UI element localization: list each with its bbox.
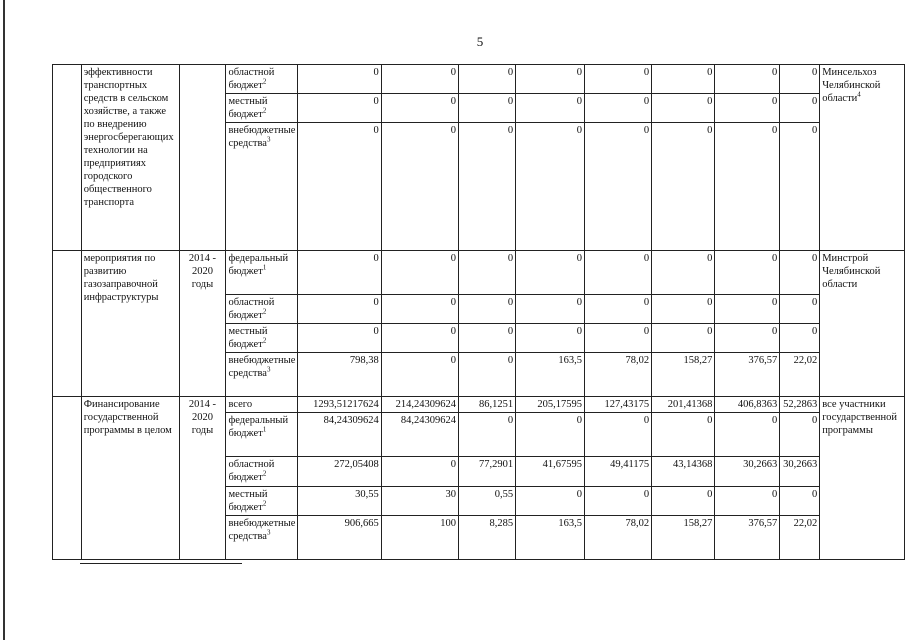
amount-cell	[585, 457, 652, 487]
footnote-marker: 2	[262, 77, 267, 86]
cell-text: 78,02	[625, 518, 650, 529]
amount-cell	[715, 295, 780, 324]
cell-text: 0	[643, 415, 650, 426]
responsible-executor-cell	[820, 65, 905, 251]
cell-text: 0	[771, 96, 778, 107]
amount-cell	[298, 413, 381, 457]
cell-text: 272,05408	[334, 459, 379, 470]
cell-text: местный бюджет	[228, 96, 268, 120]
cell-text: 0	[450, 459, 457, 470]
amount-cell	[381, 65, 458, 94]
cell-text: 0	[643, 125, 650, 136]
amount-cell	[715, 123, 780, 251]
amount-cell	[652, 413, 715, 457]
amount-cell	[298, 94, 381, 123]
amount-cell	[459, 516, 516, 560]
amount-cell	[459, 94, 516, 123]
cell-text: 78,02	[625, 355, 650, 366]
amount-cell	[585, 251, 652, 295]
cell-text: местный бюджет	[228, 326, 268, 350]
cell-text: 0	[450, 96, 457, 107]
cell-text: 0	[507, 415, 514, 426]
cell-text: 376,57	[748, 518, 778, 529]
amount-cell	[298, 516, 381, 560]
cell-text: областной бюджет	[228, 297, 275, 321]
amount-cell	[715, 251, 780, 295]
amount-cell	[585, 413, 652, 457]
footnote-marker: 2	[262, 336, 267, 345]
cell-text: 0	[507, 67, 514, 78]
cell-text: 0	[373, 253, 379, 264]
page-number: 5	[476, 34, 484, 49]
funding-source-cell	[226, 353, 298, 397]
amount-cell	[516, 413, 585, 457]
cell-text: 100	[440, 518, 457, 529]
amount-cell	[585, 94, 652, 123]
amount-cell	[381, 516, 458, 560]
cell-text: 0	[576, 326, 583, 337]
footnote-separator	[80, 563, 242, 564]
cell-text: внебюджетные средства	[228, 518, 296, 542]
amount-cell	[715, 353, 780, 397]
table-row	[53, 397, 905, 413]
amount-cell	[715, 397, 780, 413]
amount-cell	[652, 65, 715, 94]
cell-text: 0	[576, 415, 583, 426]
cell-text: 214,24309624	[395, 399, 457, 410]
cell-text: 376,57	[748, 355, 778, 366]
cell-text: 0	[450, 355, 457, 366]
cell-text: 0	[576, 489, 583, 500]
cell-text: 0	[771, 489, 778, 500]
cell-text: 0	[707, 125, 713, 136]
amount-cell	[585, 123, 652, 251]
responsible-executor-cell	[820, 251, 905, 397]
amount-cell	[459, 397, 516, 413]
amount-cell	[652, 94, 715, 123]
cell-text: 0	[771, 253, 778, 264]
amount-cell	[298, 353, 381, 397]
cell-text: 0,55	[494, 489, 514, 500]
cell-text: 0	[507, 297, 514, 308]
amount-cell	[585, 516, 652, 560]
cell-text: 22,02	[793, 518, 818, 529]
amount-cell	[516, 516, 585, 560]
footnote-marker: 4	[857, 90, 861, 99]
amount-cell	[381, 94, 458, 123]
cell-text: 0	[707, 96, 713, 107]
amount-cell	[459, 251, 516, 295]
amount-cell	[459, 295, 516, 324]
cell-text: 0	[643, 326, 650, 337]
cell-text: 0	[811, 489, 818, 500]
amount-cell	[652, 324, 715, 353]
cell-text: 0	[373, 67, 379, 78]
cell-text: 0	[450, 297, 457, 308]
cell-text: 0	[373, 96, 379, 107]
cell-text: 0	[771, 297, 778, 308]
row-index-cell	[53, 251, 82, 397]
cell-text: 0	[707, 297, 713, 308]
measure-name-cell	[81, 251, 179, 397]
amount-cell	[780, 457, 820, 487]
amount-cell	[780, 324, 820, 353]
cell-text: 30,2663	[743, 459, 778, 470]
amount-cell	[715, 94, 780, 123]
amount-cell	[652, 295, 715, 324]
cell-text: 205,17595	[537, 399, 583, 410]
row-index-cell	[53, 65, 82, 251]
amount-cell	[585, 295, 652, 324]
cell-text: Минстрой Челябинской области	[822, 253, 881, 290]
table-row	[53, 251, 905, 295]
cell-text: 30,2663	[783, 459, 818, 470]
cell-text: 30,55	[355, 489, 379, 500]
cell-text: местный бюджет	[228, 489, 268, 513]
period-cell	[179, 397, 226, 560]
amount-cell	[652, 516, 715, 560]
cell-text: 0	[707, 67, 713, 78]
amount-cell	[298, 251, 381, 295]
amount-cell	[780, 397, 820, 413]
funding-source-cell	[226, 251, 298, 295]
funding-source-cell	[226, 94, 298, 123]
amount-cell	[516, 487, 585, 516]
cell-text: 0	[771, 326, 778, 337]
amount-cell	[459, 413, 516, 457]
cell-text: 2014 - 2020 годы	[188, 253, 217, 290]
amount-cell	[652, 251, 715, 295]
cell-text: 0	[707, 489, 713, 500]
cell-text: внебюджетные средства	[228, 355, 296, 379]
amount-cell	[780, 413, 820, 457]
cell-text: 0	[811, 415, 818, 426]
cell-text: 0	[811, 297, 818, 308]
cell-text: 0	[507, 253, 514, 264]
cell-text: 158,27	[683, 518, 713, 529]
amount-cell	[516, 295, 585, 324]
amount-cell	[516, 397, 585, 413]
cell-text: 84,24309624	[400, 415, 457, 426]
amount-cell	[516, 457, 585, 487]
page-left-edge	[3, 0, 5, 640]
footnote-marker: 2	[262, 106, 267, 115]
amount-cell	[652, 457, 715, 487]
amount-cell	[381, 457, 458, 487]
amount-cell	[652, 123, 715, 251]
amount-cell	[298, 457, 381, 487]
amount-cell	[459, 353, 516, 397]
funding-source-cell	[226, 65, 298, 94]
cell-text: 0	[576, 125, 583, 136]
cell-text: 0	[450, 125, 457, 136]
responsible-executor-cell	[820, 397, 905, 560]
cell-text: 158,27	[683, 355, 713, 366]
cell-text: внебюджетные средства	[228, 125, 296, 149]
cell-text: 0	[643, 253, 650, 264]
amount-cell	[780, 295, 820, 324]
amount-cell	[715, 516, 780, 560]
cell-text: 0	[450, 326, 457, 337]
cell-text: федеральный бюджет	[228, 253, 289, 277]
footnote-marker: 1	[262, 263, 267, 272]
amount-cell	[381, 295, 458, 324]
cell-text: 0	[507, 326, 514, 337]
funding-source-cell	[226, 457, 298, 487]
amount-cell	[516, 94, 585, 123]
cell-text: все участники государственной программы	[822, 399, 898, 436]
row-index-cell	[53, 397, 82, 560]
cell-text: 0	[771, 125, 778, 136]
funding-source-cell	[226, 295, 298, 324]
amount-cell	[298, 487, 381, 516]
cell-text: 77,2901	[478, 459, 514, 470]
amount-cell	[298, 295, 381, 324]
cell-text: 1293,51217624	[313, 399, 379, 410]
footnote-marker: 3	[266, 528, 271, 537]
amount-cell	[298, 123, 381, 251]
funding-source-cell	[226, 397, 298, 413]
cell-text: 84,24309624	[323, 415, 379, 426]
amount-cell	[381, 397, 458, 413]
cell-text: 22,02	[793, 355, 818, 366]
footnote-marker: 2	[262, 499, 267, 508]
amount-cell	[652, 487, 715, 516]
amount-cell	[381, 353, 458, 397]
cell-text: 86,1251	[478, 399, 514, 410]
cell-text: 0	[643, 489, 650, 500]
amount-cell	[780, 487, 820, 516]
cell-text: 8,285	[489, 518, 514, 529]
amount-cell	[780, 251, 820, 295]
cell-text: 0	[450, 253, 457, 264]
measure-name-cell	[81, 65, 179, 251]
cell-text: 0	[811, 253, 818, 264]
footnote-marker: 2	[262, 307, 267, 316]
amount-cell	[780, 516, 820, 560]
funding-source-cell	[226, 123, 298, 251]
cell-text: 0	[643, 67, 650, 78]
cell-text: 43,14368	[672, 459, 713, 470]
period-cell	[179, 65, 226, 251]
amount-cell	[298, 324, 381, 353]
amount-cell	[516, 324, 585, 353]
cell-text: 0	[576, 96, 583, 107]
amount-cell	[585, 397, 652, 413]
footnote-marker: 3	[266, 365, 271, 374]
amount-cell	[715, 324, 780, 353]
amount-cell	[780, 94, 820, 123]
cell-text: 163,5	[558, 355, 583, 366]
amount-cell	[652, 353, 715, 397]
cell-text: 0	[450, 67, 457, 78]
cell-text: 0	[811, 96, 818, 107]
amount-cell	[585, 324, 652, 353]
amount-cell	[780, 65, 820, 94]
amount-cell	[381, 413, 458, 457]
budget-table	[52, 64, 905, 560]
amount-cell	[381, 324, 458, 353]
cell-text: 49,41175	[610, 459, 650, 470]
cell-text: 406,8363	[737, 399, 778, 410]
amount-cell	[298, 397, 381, 413]
funding-source-cell	[226, 413, 298, 457]
cell-text: областной бюджет	[228, 67, 275, 91]
amount-cell	[715, 457, 780, 487]
period-cell	[179, 251, 226, 397]
measure-name-cell	[81, 397, 179, 560]
cell-text: 41,67595	[542, 459, 583, 470]
cell-text: 0	[707, 253, 713, 264]
amount-cell	[516, 123, 585, 251]
cell-text: областной бюджет	[228, 459, 275, 483]
amount-cell	[298, 65, 381, 94]
cell-text: всего	[228, 399, 253, 410]
cell-text: 906,665	[344, 518, 379, 529]
cell-text: 0	[811, 67, 818, 78]
amount-cell	[780, 123, 820, 251]
cell-text: 0	[771, 415, 778, 426]
funding-source-cell	[226, 487, 298, 516]
footnote-marker: 2	[262, 469, 267, 478]
cell-text: 0	[373, 297, 379, 308]
amount-cell	[715, 487, 780, 516]
amount-cell	[516, 65, 585, 94]
cell-text: 0	[643, 96, 650, 107]
cell-text: 0	[811, 125, 818, 136]
amount-cell	[459, 487, 516, 516]
footnote-marker: 3	[266, 135, 271, 144]
amount-cell	[585, 353, 652, 397]
amount-cell	[381, 123, 458, 251]
cell-text: 30	[445, 489, 457, 500]
amount-cell	[459, 123, 516, 251]
cell-text: 0	[576, 67, 583, 78]
amount-cell	[585, 487, 652, 516]
amount-cell	[381, 251, 458, 295]
cell-text: 798,38	[349, 355, 379, 366]
cell-text: 0	[373, 326, 379, 337]
cell-text: 127,43175	[604, 399, 650, 410]
amount-cell	[715, 65, 780, 94]
amount-cell	[381, 487, 458, 516]
amount-cell	[715, 413, 780, 457]
cell-text: 0	[707, 326, 713, 337]
footnote-marker: 1	[262, 425, 267, 434]
amount-cell	[652, 397, 715, 413]
table-row	[53, 65, 905, 94]
cell-text: 0	[811, 326, 818, 337]
cell-text: 0	[507, 96, 514, 107]
cell-text: 0	[707, 415, 713, 426]
amount-cell	[585, 65, 652, 94]
amount-cell	[516, 251, 585, 295]
cell-text: 52,2863	[783, 399, 818, 410]
cell-text: 201,41368	[667, 399, 713, 410]
cell-text: 0	[507, 355, 514, 366]
cell-text: 0	[771, 67, 778, 78]
amount-cell	[459, 65, 516, 94]
cell-text: 0	[576, 253, 583, 264]
amount-cell	[459, 457, 516, 487]
cell-text: 0	[643, 297, 650, 308]
funding-source-cell	[226, 324, 298, 353]
cell-text: 0	[373, 125, 379, 136]
cell-text: 0	[507, 125, 514, 136]
amount-cell	[516, 353, 585, 397]
cell-text: 163,5	[558, 518, 583, 529]
cell-text: федеральный бюджет	[228, 415, 289, 439]
cell-text: 0	[576, 297, 583, 308]
amount-cell	[780, 353, 820, 397]
cell-text: 2014 - 2020 годы	[188, 399, 217, 436]
cell-text: Финансирование государственной программы в целом	[83, 399, 172, 436]
amount-cell	[459, 324, 516, 353]
cell-text: мероприятия по развитию газозаправочной инфраструктуры	[83, 253, 159, 303]
cell-text: Минсельхоз Челябинской области	[822, 67, 881, 104]
funding-source-cell	[226, 516, 298, 560]
cell-text: эффективности транспортных средств в сельском хозяйстве, а также по внедрению энергосберегающих технологии на предприятиях городского общественного транспорта	[83, 67, 174, 208]
